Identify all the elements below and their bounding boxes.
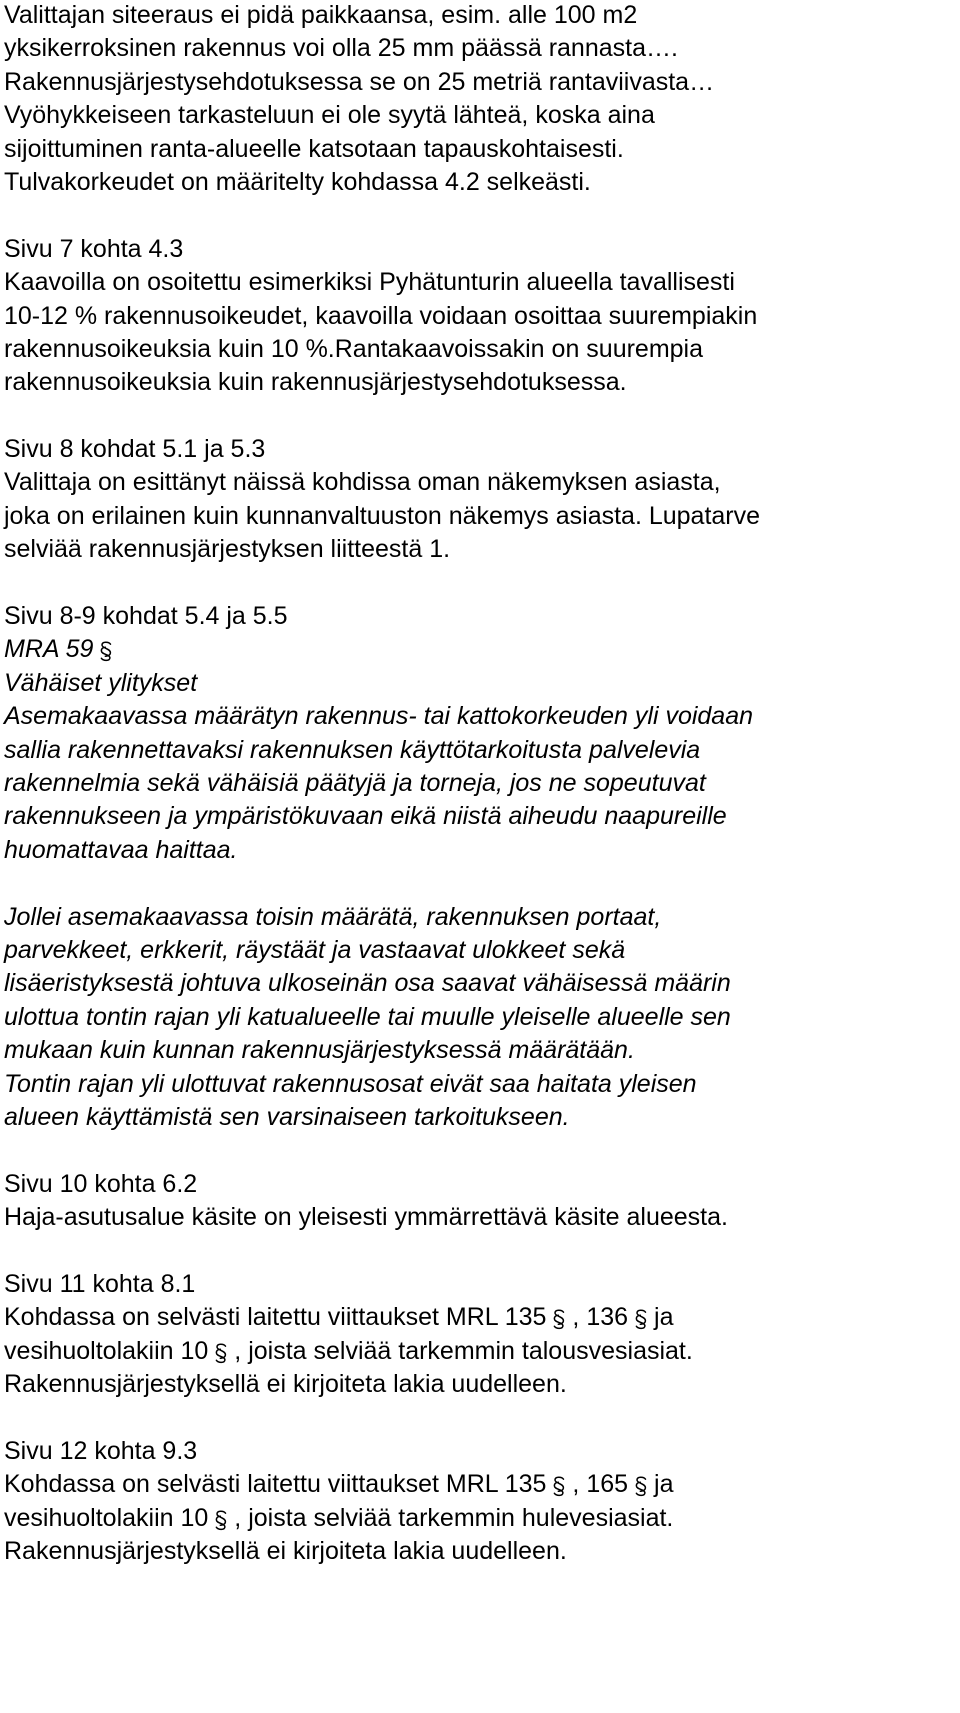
- text-line: Haja-asutusalue käsite on yleisesti ymmärrettävä käsite alueesta.: [4, 1203, 728, 1232]
- quote-line: mukaan kuin kunnan rakennusjärjestyksessä määrätään.: [4, 1036, 635, 1065]
- text-line: 10-12 % rakennusoikeudet, kaavoilla voidaan osoittaa suurempiakin: [4, 301, 758, 330]
- text-fragment: , 165: [572, 1470, 629, 1499]
- section-heading: Sivu 10 kohta 6.2: [4, 1169, 198, 1198]
- paragraph-intro: [4, 0, 954, 199]
- text-line: [4, 1335, 954, 1368]
- section-heading: Sivu 11 kohta 8.1: [4, 1269, 196, 1298]
- quote-line: Tontin rajan yli ulottuvat rakennusosat eivät saa haitata yleisen: [4, 1069, 697, 1098]
- quote-line: rakennukseen ja ympäristökuvaan eikä niistä aiheudu naapureille: [4, 802, 727, 831]
- section-heading: Sivu 7 kohta 4.3: [4, 234, 184, 263]
- quote-line: Asemakaavassa määrätyn rakennus- tai kattokorkeuden yli voidaan: [4, 702, 754, 731]
- paragraph-gap: [4, 1134, 954, 1167]
- text-line: selviää rakennusjärjestyksen liitteestä 1.: [4, 535, 451, 564]
- section-sign-icon: [632, 1475, 650, 1497]
- section-sign-icon: [97, 640, 115, 662]
- section-heading: Sivu 8 kohdat 5.1 ja 5.3: [4, 435, 266, 464]
- section-sivu-7: [4, 233, 954, 400]
- section-sign-icon: [550, 1475, 568, 1497]
- text-fragment: Kohdassa on selvästi laitettu viittaukset MRL 135: [4, 1303, 547, 1332]
- text-line: Rakennusjärjestysehdotuksessa se on 25 metriä rantaviivasta…: [4, 67, 715, 96]
- quote-line: ulottua tontin rajan yli katualueelle tai muulle yleiselle alueelle sen: [4, 1002, 731, 1031]
- quote-line: huomattavaa haittaa.: [4, 835, 238, 864]
- quote-line: rakennelmia sekä vähäisiä päätyjä ja torneja, jos ne sopeutuvat: [4, 768, 706, 797]
- section-sign-icon: [550, 1308, 568, 1330]
- text-line: [4, 1502, 954, 1535]
- quote-line: alueen käyttämistä sen varsinaiseen tarkoitukseen.: [4, 1102, 570, 1131]
- mra-reference: [4, 633, 954, 666]
- paragraph-gap: [4, 199, 954, 232]
- paragraph-gap: [4, 1401, 954, 1434]
- text-fragment: vesihuoltolakiin 10: [4, 1503, 209, 1532]
- paragraph-gap: [4, 1234, 954, 1267]
- section-sign-icon: [212, 1342, 230, 1364]
- section-sivu-10: [4, 1168, 954, 1235]
- text-fragment: ja: [654, 1303, 674, 1332]
- text-line: Vyöhykkeiseen tarkasteluun ei ole syytä lähteä, koska aina: [4, 101, 655, 130]
- section-sivu-8: [4, 433, 954, 567]
- quote-line: lisäeristyksestä johtuva ulkoseinän osa saavat vähäisessä määrin: [4, 969, 731, 998]
- text-line: Valittaja on esittänyt näissä kohdissa oman näkemyksen asiasta,: [4, 468, 721, 497]
- text-fragment: Kohdassa on selvästi laitettu viittaukset MRL 135: [4, 1470, 547, 1499]
- text-line: Kaavoilla on osoitettu esimerkiksi Pyhätunturin alueella tavallisesti: [4, 268, 735, 297]
- text-fragment: ja: [654, 1470, 674, 1499]
- text-fragment: , 136: [572, 1303, 629, 1332]
- section-sivu-8-9: [4, 600, 954, 1134]
- subtitle: Vähäiset ylitykset: [4, 668, 198, 697]
- text-line: sijoittuminen ranta-alueelle katsotaan tapauskohtaisesti.: [4, 134, 624, 163]
- section-sivu-11: [4, 1268, 954, 1402]
- section-sign-icon: [632, 1308, 650, 1330]
- text-line: rakennusoikeuksia kuin rakennusjärjestysehdotuksessa.: [4, 368, 627, 397]
- paragraph-gap: [4, 567, 954, 600]
- text-fragment: , joista selviää tarkemmin hulevesiasiat.: [234, 1503, 674, 1532]
- text-line: [4, 1468, 954, 1501]
- text-line: rakennusoikeuksia kuin 10 %.Rantakaavoissakin on suurempia: [4, 334, 704, 363]
- quote-line: Jollei asemakaavassa toisin määrätä, rakennuksen portaat,: [4, 902, 662, 931]
- section-sign-icon: [212, 1509, 230, 1531]
- paragraph-gap: [4, 867, 954, 900]
- section-heading: Sivu 8-9 kohdat 5.4 ja 5.5: [4, 602, 288, 631]
- section-sivu-12: [4, 1435, 954, 1569]
- text-line: [4, 1301, 954, 1334]
- text-line: joka on erilainen kuin kunnanvaltuuston näkemys asiasta. Lupatarve: [4, 501, 761, 530]
- text-line: Rakennusjärjestyksellä ei kirjoiteta lakia uudelleen.: [4, 1370, 567, 1399]
- paragraph-gap: [4, 400, 954, 433]
- text-line: Rakennusjärjestyksellä ei kirjoiteta lakia uudelleen.: [4, 1536, 567, 1565]
- mra-label: MRA 59: [4, 635, 94, 664]
- text-line: yksikerroksinen rakennus voi olla 25 mm päässä rannasta….: [4, 34, 678, 63]
- document-page: [4, 0, 954, 1568]
- text-fragment: vesihuoltolakiin 10: [4, 1336, 209, 1365]
- quote-line: sallia rakennettavaksi rakennuksen käyttötarkoitusta palvelevia: [4, 735, 701, 764]
- quote-line: parvekkeet, erkkerit, räystäät ja vastaavat ulokkeet sekä: [4, 935, 626, 964]
- text-line: Valittajan siteeraus ei pidä paikkaansa, esim. alle 100 m2: [4, 1, 638, 29]
- text-line: Tulvakorkeudet on määritelty kohdassa 4.2 selkeästi.: [4, 167, 591, 196]
- text-fragment: , joista selviää tarkemmin talousvesiasiat.: [234, 1336, 693, 1365]
- section-heading: Sivu 12 kohta 9.3: [4, 1436, 198, 1465]
